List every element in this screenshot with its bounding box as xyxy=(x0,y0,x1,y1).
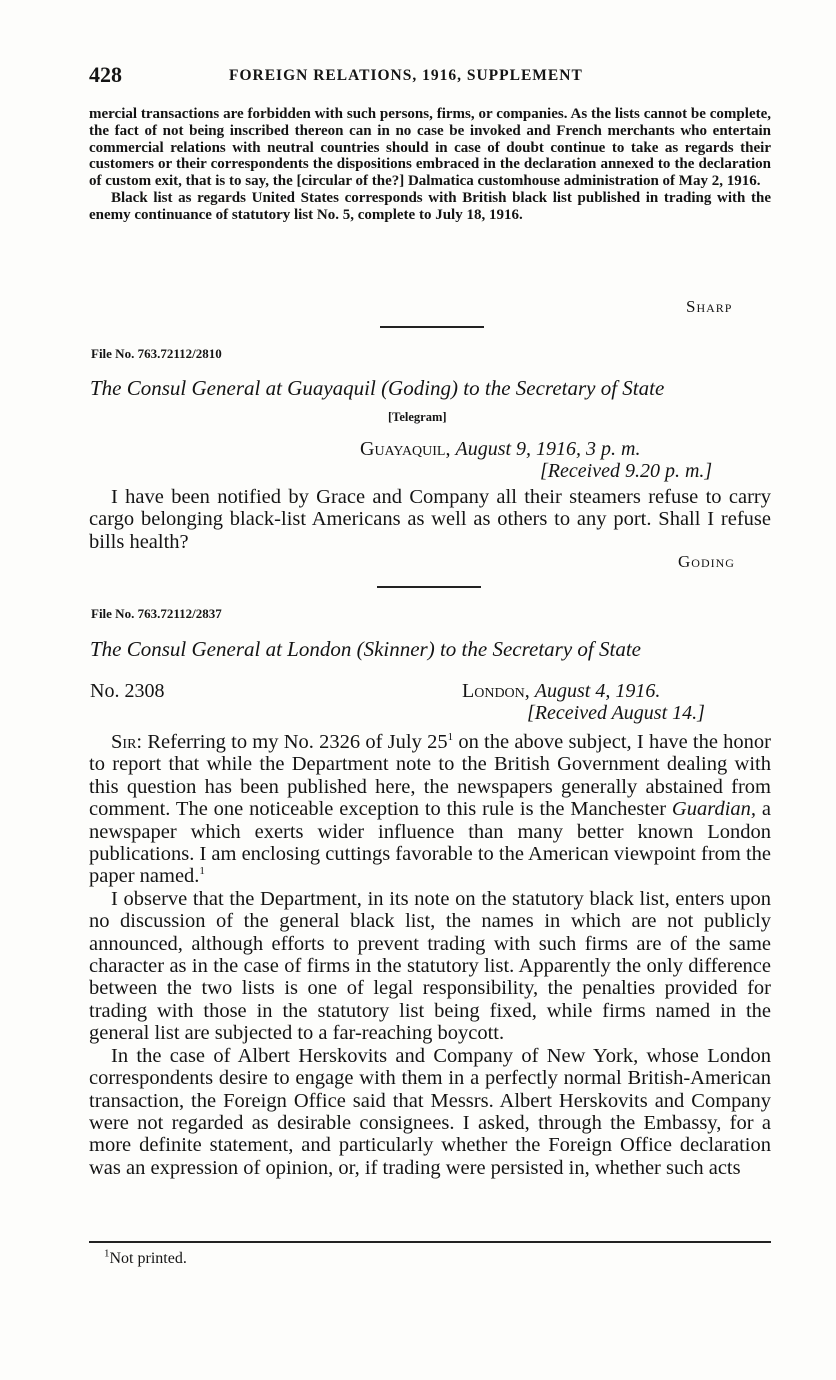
dateline xyxy=(360,438,640,461)
salutation: Sir: xyxy=(111,731,143,753)
telegram-body xyxy=(89,486,771,553)
dateline-date: August 9, 1916, 3 p. m. xyxy=(455,438,641,460)
intro-section xyxy=(89,106,771,224)
telegram-label: [Telegram] xyxy=(388,410,447,424)
running-head: FOREIGN RELATIONS, 1916, SUPPLEMENT xyxy=(229,67,583,84)
intro-paragraph-1: mercial transactions are forbidden with such persons, firms, or companies. As the lists cannot be complete, the fact of not being inscribed thereon can in no case be invoked and French merchants who entertain commercial relations with neutral countries should in case of doubt continue to take as regards their customers or their correspondents the dispositions embraced in the declaration annexed to the declaration of custom exit, that is to say, the [circular of the?] Dalmatica customhouse administration of May 2, 1916. xyxy=(89,106,771,190)
footnote-mark: 1 xyxy=(104,1247,110,1260)
paragraph-text: a newspaper which exerts wider influence than many better known London publications. I am enclosing cuttings favorable to the American viewpoint from the paper named. xyxy=(89,798,772,888)
dispatch-number: No. 2308 xyxy=(90,680,165,702)
body-paragraph xyxy=(89,731,771,888)
file-number: File No. 763.72112/2837 xyxy=(91,606,222,621)
footnote-ref: 1 xyxy=(447,731,454,744)
newspaper-name: Guardian, xyxy=(671,798,757,821)
paragraph-text: on the above subject, I have the honor to report that while the Department note to the British Government dealing with this question has been published here, the newspapers generally abstained from comment. The one noticeable exception to this rule is the Manchester xyxy=(89,731,771,821)
intro-paragraph-2: Black list as regards United States corresponds with British black list published in trading with the enemy continuance of statutory list No. 5, complete to July 18, 1916. xyxy=(89,189,771,223)
dateline-date: August 4, 1916. xyxy=(534,680,661,702)
file-number: File No. 763.72112/2810 xyxy=(91,346,222,361)
body-paragraph: In the case of Albert Herskovits and Company of New York, whose London correspondents desire to engage with them in a perfectly normal British-American transaction, the Foreign Office said that Messrs. Albert Herskovits and Company were not regarded as desirable consignees. I asked, through the Embassy, for a more definite statement, and particularly whether the Foreign Office declaration was an expression of opinion, or, if trading were persisted in, whether such acts xyxy=(89,1044,771,1179)
section-divider xyxy=(377,586,481,588)
footnote-ref: 1 xyxy=(199,865,205,878)
body-paragraph: I have been notified by Grace and Company all their steamers refuse to carry cargo belonging black-list Americans as well as others to any port. Shall I refuse bills health? xyxy=(89,486,771,553)
footnote xyxy=(104,1247,187,1268)
signature-goding: Goding xyxy=(678,552,735,571)
page-header xyxy=(89,62,771,88)
body-paragraph: I observe that the Department, in its note on the statutory black list, enters upon no discussion of the general black list, the names in which are not publicly announced, although efforts to prevent trading with such firms are of the same character as in the case of firms in the statutory list. Apparently the only difference between the two lists is one of legal responsibility, the penalties provided for trading with those in the statutory list being fixed, while firms named in the general list are subjected to a far-reaching boycott. xyxy=(89,887,771,1045)
paragraph-text: Referring to my No. 2326 of July 25 xyxy=(147,731,448,753)
document-title: The Consul General at Guayaquil (Goding) to the Secretary of State xyxy=(90,376,665,400)
page-number: 428 xyxy=(89,62,122,87)
dateline-place: London, xyxy=(462,680,530,702)
dateline xyxy=(462,680,660,703)
letter-body xyxy=(89,731,771,1179)
document-title: The Consul General at London (Skinner) to the Secretary of State xyxy=(90,637,641,661)
received-line: [Received August 14.] xyxy=(527,702,705,724)
dateline-place: Guayaquil, xyxy=(360,438,451,460)
footnote-rule xyxy=(89,1241,771,1243)
footnote-text: Not printed. xyxy=(109,1250,187,1267)
section-divider xyxy=(380,326,484,328)
received-line: [Received 9.20 p. m.] xyxy=(540,460,713,482)
signature-sharp: Sharp xyxy=(686,297,733,316)
